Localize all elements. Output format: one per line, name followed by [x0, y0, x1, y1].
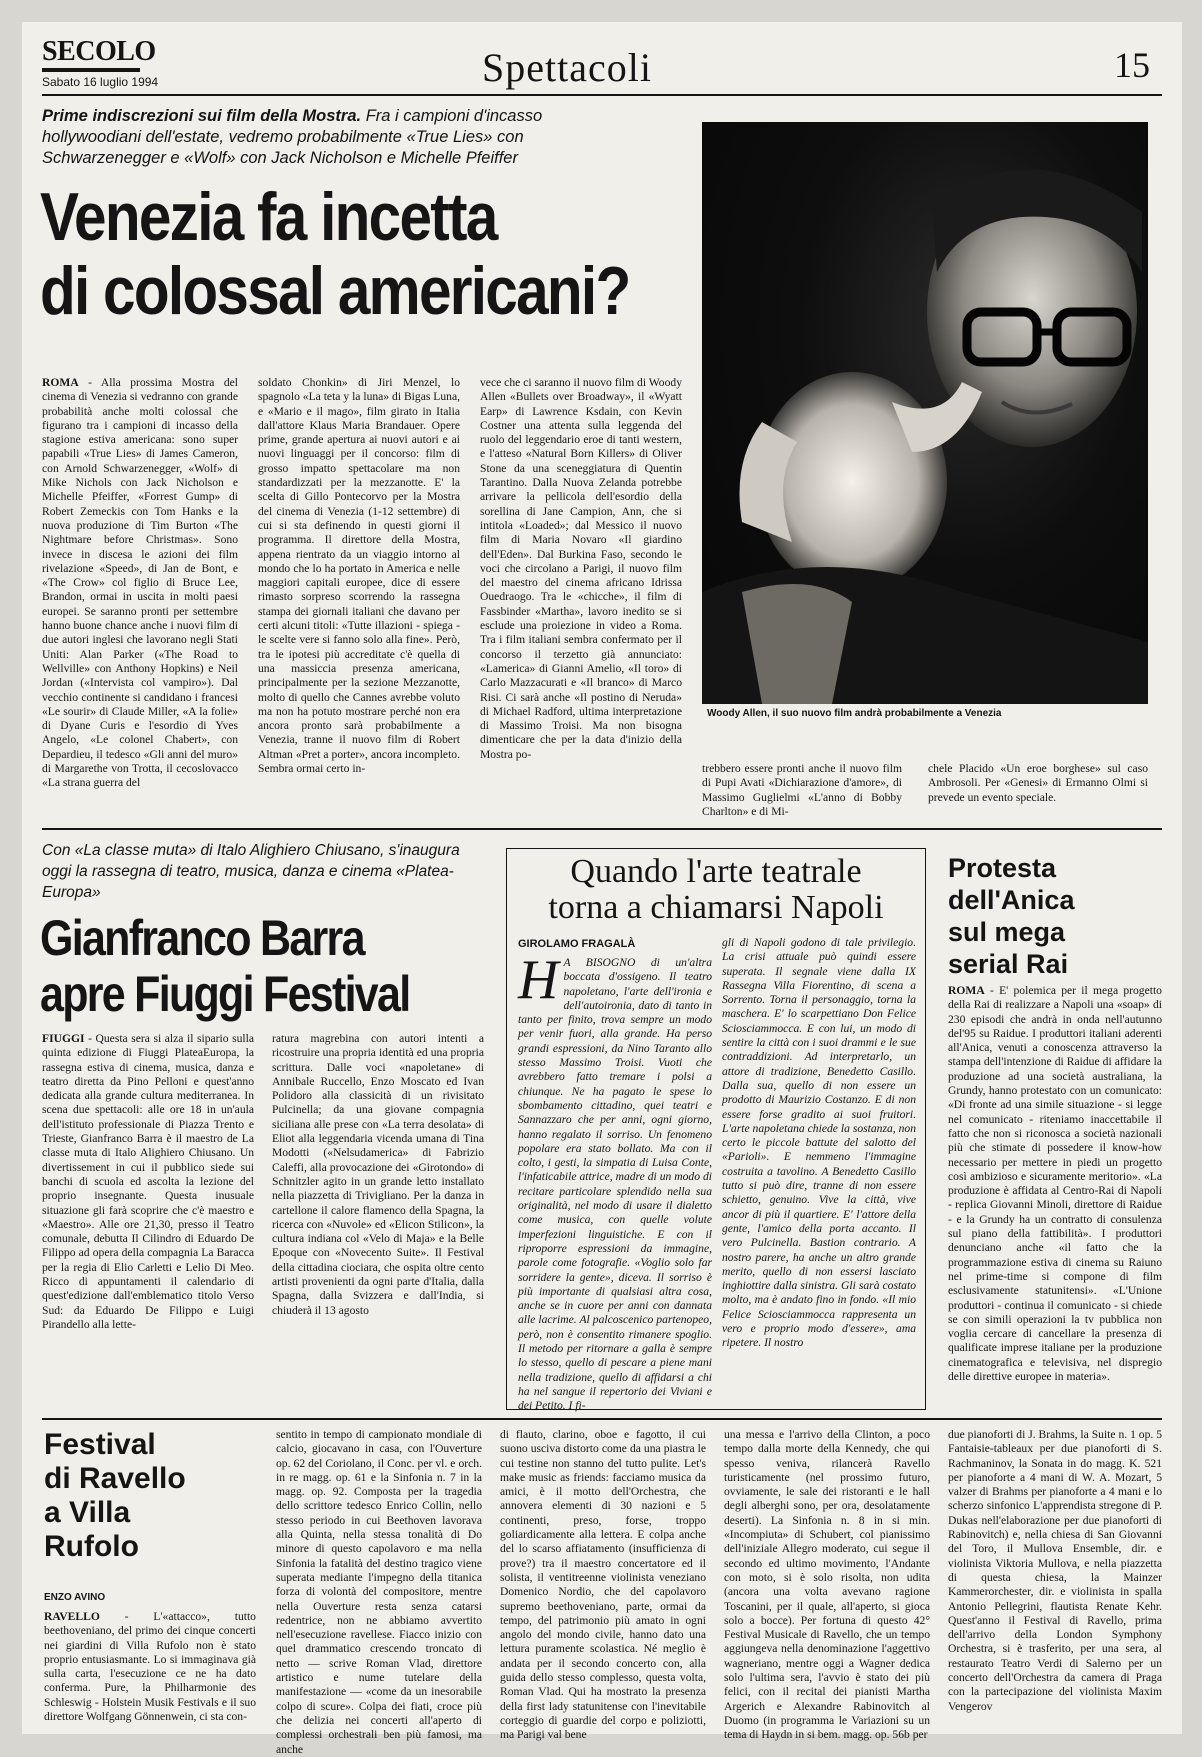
ravello-column-4 [724, 1428, 930, 1742]
ravello-headline-line-1: Festival [44, 1428, 156, 1461]
napoli-headline-line-1: Quando l'arte teatrale [570, 853, 862, 890]
anica-headline-line-3: sul mega [948, 917, 1066, 947]
fiuggi-headline [40, 910, 409, 1022]
napoli-col2-text: gli di Napoli godono di tale privilegio. La crisi attuale può quindi essere superata. Il segnale viene dalla IX Rassegna Villa Fiorentino, di scena a Sorrento. Torna il personaggio, torna la maschera. E' lo scarpettiano Don Felice Sciosciammocca. E con lui, un modo di sentire la città con i suoi drammi e le sue contraddizioni. Ad interpretarlo, un attore di tradizione, Benedetto Casillo. Dalla sua, quello di non essere un prodotto di Maurizio Costanzo. E di non essere forse gradito ai suoi fruitori. L'arte napoletana chiede la sostanza, non certo le piccole battute del salotto del «Parioli». E nemmeno l'immagine costruita a tavolino. A Benedetto Casillo tutto si può dire, tranne di non essere schietto, genuino. Vive la città, vive ancor di più il quartiere. E' l'attore della gente, l'amico della porta accanto. Il vero Pulcinella. Bastion contrario. A nostro parere, ha anche un altro grande merito, quello di non essersi lasciato inghiottire dalla sinistra. Gli sarà costato molto, ma è andato fino in fondo. «Il mio Felice Sciosciammocca rappresenta un vero e proprio modo d'essere», ama ripetere. Il nostro [722, 936, 916, 1350]
ravello-col3-text: di flauto, clarino, oboe e fagotto, il cui suono usciva distorto come da una piastra le cui testine non stanno del tutto pulite. Let's make music as friends: facciamo musica da amici, è il motto dell'Orchestra, che annovera elementi di 30 nazioni e 5 continenti, preso, forse, troppo goliardicamente alla lettera. E colpa anche del lo scarso affiatamento (insufficienza di prove?) tra il maestro concertatore ed il solista, il ventitreenne violinista veneziano Domenico Nordio, che del capolavoro supremo beethoveniano, parte, ormai da tempo, del patrimonio più amato in ogni angolo del mondo civile, hanno dato una lettura puramente scolastica. Né meglio è andata per il secondo concerto con, alla guida dello stesso complesso, questa volta, Roman Vlad. Qui ha mostrato la presenza della first lady statunitense con l'inevitabile corteggio di guardie del corpo e poliziotti, ma Parigi val bene [500, 1428, 706, 1742]
page-number: 15 [1114, 45, 1150, 85]
ravello-headline-line-3: a Villa [44, 1496, 131, 1529]
ravello-column-5 [948, 1428, 1162, 1728]
napoli-headline [516, 854, 916, 926]
kicker-bold: Prime indiscrezioni sui film della Mostra. [42, 107, 362, 125]
fiuggi-dateline: FIUGGI [42, 1032, 85, 1045]
fiuggi-col2-text: ratura magrebina con autori intenti a ricostruire una propria identità ed una propria scrittura. Dalle voci «napoletane» di Annibale Ruccello, Enzo Moscato ed Ivan Polidoro alla classicità di un rivisitato Pulcinella; da una giovane compagnia siciliana alle prese con «La terra desolata» di Eliot alla leggendaria vicenda umana di Tina Modotti («Nelsudamerica» di Fabrizio Caleffi, alla provocazione dei «Girotondo» di Schnitzler agito in un grande letto installato nella piazzetta di Trivigliano. Per la danza in cartellone il calore flamenco della Spagna, la ricerca con «Nuvole» ed «Elicon Stilicon», la cultura indiana col «Velo di Maja» e la Belle Epoque con «Novecento Suite». Il Festival della cittadina ciociara, che ospita oltre cento artisti provenienti da ogni parte d'Italia, dalla Spagna, dalla Svizzera e dall'India, si chiuderà il 13 agosto [272, 1032, 484, 1317]
photo-caption: Woody Allen, il suo nuovo film andrà probabilmente a Venezia [707, 708, 1002, 719]
napoli-headline-line-2: torna a chiamarsi Napoli [548, 889, 884, 926]
headline-line-1: Venezia fa incetta [40, 179, 497, 255]
ravello-headline-line-2: di Ravello [44, 1462, 186, 1495]
headline-line-2: di colossal americani? [40, 253, 630, 329]
fiuggi-column-2 [272, 1032, 484, 1424]
ravello-column-3 [500, 1428, 706, 1742]
ravello-byline: ENZO AVINO [44, 1592, 106, 1603]
woody-allen-photo [702, 122, 1148, 704]
ravello-dateline: RAVELLO [44, 1610, 100, 1623]
anica-headline-line-2: dell'Anica [948, 885, 1075, 915]
photo-illustration [702, 122, 1148, 704]
top-story-column-3 [480, 376, 682, 818]
napoli-column-1 [518, 949, 712, 1413]
issue-date: Sabato 16 luglio 1994 [42, 75, 159, 89]
bottom-rule [42, 1418, 1162, 1420]
anica-dateline: ROMA [948, 984, 985, 997]
fiuggi-headline-line-1: Gianfranco Barra [40, 910, 364, 966]
ravello-column-2 [276, 1428, 482, 1756]
ravello-col5-text: due pianoforti di J. Brahms, la Suite n. 1 op. 5 Fantaisie-tableaux per due pianoforti di S. Rachmaninov, la Sonata in do magg. K. 521 per pianoforte a 4 mani di W. A. Mozart, 5 valzer di Brahms per pianoforte a 4 mani e lo scherzo sinfonico L'apprendista stregone di P. Dukas nell'elaborazione per due pianoforti di Rabinovitch) e, nella chiesa di San Giovanni del Toro, il Mullova Ensemble, dir. e violinista Viktoria Mullova, e nella piazzetta di questa chiesa, la Mainzer Kammerorchester, dir. e violinista in spalla Antonio Pellegrini, flautista Renate Kehr. Quest'anno il Festival di Ravello, prima dell'arrivo della London Symphony Orchestra, si è trasferito, per una sera, al restaurato Teatro Verdi di Salerno per un concerto dell'Orchestra da camera di Praga con la partecipazione del violinista Maxim Vengerov [948, 1428, 1162, 1713]
newspaper-logo: SECOLO [42, 36, 156, 67]
ravello-column-1: RAVELLO - L'«attacco», tutto beethoveniano, del primo dei cinque concerti nei giardini di Villa Rufolo non è stato proprio entusiasmante. Lo si immaginava già sulla carta, l'esecuzione ce ne ha dato conferma. Pure, la Philharmonie des Schleswig - Holstein Musik Festivals e il suo direttore Wolfgang Gönnenwein, ci sta con- [44, 1610, 256, 1724]
ravello-col1-text: L'«attacco», tutto beethoveniano, del primo dei cinque concerti nei giardini di Villa Rufolo non è stato proprio entusiasmante. Lo si immaginava già sulla carta, l'esecuzione ce ne ha dato conferma. Pure, la Philharmonie des Schleswig - Holstein Musik Festivals e il suo direttore Wolfgang Gönnenwein, ci sta con- [44, 1610, 256, 1724]
anica-column: ROMA - E' polemica per il mega progetto della Rai di realizzare a Napoli una «soap» di 230 episodi che andrà in onda nell'autunno del'95 su Raidue. I produttori italiani aderenti all'Anica, venuti a conoscenza attraverso la stampa dell'intenzione di Raidue di affidare la produzione ad una società australiana, la Grundy, hanno protestato con un comunicato: «Di fronte ad una simile situazione - si legge nel comunicato - riteniamo inaccettabile il fatto che non si riconosca a società nazionali più che stimate di possedere il know-how necessario per mettere in piedi un progetto così ambizioso e sicuramente meritorio». «La produzione è affidata al Centro-Rai di Napoli - replica Giovanni Minoli, direttore di Raidue - e la Grundy ha un contratto di consulenza sul piano della fattibilità». I produttori denunciano anche «il fatto che la programmazione estiva di cinema su Raiuno nel prime-time si compone di film esclusivamente statunitensi». «L'Unione produttori - continua il comunicato - si chiede se con simili operazioni la tv pubblica non voglia cercare di cancellare la presenza di qualificate imprese italiane per la produzione cinematografica e televisiva, nel dispregio delle direttive europee in materia». [948, 984, 1162, 1384]
section-title: Spettacoli [482, 45, 652, 90]
mid-rule [42, 828, 1162, 830]
kicker-rest: Fra i campioni d'incasso hollywoodiani dell'estate, vedremo probabilmente «True Lies» con Schwarzenegger e «Wolf» con Jack Nicholson e Michelle Pfeiffer [42, 107, 543, 167]
anica-headline-line-4: serial Rai [948, 949, 1069, 979]
top-story-column-1: ROMA - Alla prossima Mostra del cinema di Venezia si vedranno con grande probabilità anche molti colossal che figurano tra i campioni di incasso della stagione estiva americana: sono super papabili «True Lies» di James Cameron, con Arnold Schwarzenegger, «Wolf» di Mike Nichols con Jack Nicholson e Michelle Pfeiffer, «Forrest Gump» di Robert Zemeckis con Tom Hanks e la nuova produzione di Tim Burton «The Nightmare before Christmas». Sono invece in discesa le azioni dei film rivelazione «Speed», di Jan de Bont, e «The Crow» col figlio di Bruce Lee, Brandon, ormai in uscita in molti paesi europei. Se saranno pronti per settembre hanno buone chance anche i nuovi film di due autori inglesi che lavorano negli Stati Uniti: Alan Parker («The Road to Wellville» con Anthony Hopkins) e Neil Jordan («Intervista col vampiro»). Dal vecchio continente si candidano i francesi «Le sourir» di Claude Miller, «A la folie» di Dyane Curis e l'esordio di Yves Angelo, «Le colonel Chabert», con Depardieu, il tedesco «Gli anni del muro» di Margarethe von Trotta, il cecoslovacco «La strana guerra del [42, 376, 238, 790]
top-story-dateline: ROMA [42, 376, 79, 389]
ravello-headline-line-4: Rufolo [44, 1530, 139, 1563]
top-story-kicker [42, 106, 602, 169]
napoli-column-2 [722, 936, 916, 1402]
top-story-column-4 [702, 762, 902, 822]
newspaper-page [22, 22, 1182, 1756]
anica-col1-text: E' polemica per il mega progetto della Rai di realizzare a Napoli una «soap» di 230 episodi che andrà in onda nell'autunno del'95 su Raidue. I produttori italiani aderenti all'Anica, venuti a conoscenza attraverso la stampa dell'intenzione di Raidue di affidare la produzione ad una società australiana, la Grundy, hanno protestato con un comunicato: «Di fronte ad una simile situazione - si legge nel comunicato - riteniamo inaccettabile il fatto che non si riconosca a società nazionali più che stimate di possedere il know-how necessario per mettere in piedi un progetto così ambizioso e sicuramente meritorio». «La produzione è affidata al Centro-Rai di Napoli - replica Giovanni Minoli, direttore di Raidue - e la Grundy ha un contratto di consulenza sul piano della fattibilità». I produttori denunciano anche «il fatto che la programmazione estiva di cinema su Raiuno nel prime-time si compone di film esclusivamente statunitensi». «L'Unione produttori - continua il comunicato - si chiede se con simili operazioni la tv pubblica non voglia cercare di cancellare la presenza di qualificate imprese italiane per la produzione cinematografica e televisiva, nel dispregio delle direttive europee in materia». [948, 984, 1162, 1384]
ravello-col2-text: sentito in tempo di campionato mondiale di calcio, giocavano in casa, con l'Ouverture op. 62 del Coriolano, il Conc. per vl. e orch. in re magg. op. 61 e la Sinfonia n. 7 in la magg. op. 92. Composta per la tragedia dello scrittore tedesco Enrico Collin, nello stesso periodo in cui Beethoven lavorava alla Quinta, nella stessa tonalità di Do minore di questo capolavoro e ma nella Sinfonia la fatalità del destino tragico viene superata mediante l'impegno della titanica forza di volontà del compositore, mentre nella Ouverture resta senza catarsi redentrice, non ne abbiamo avvertito nell'esecuzione ravellese. Fiacco inizio con quel drammatico crescendo troncato di netto — scrive Roman Vlad, direttore artistico e nume tutelare della manifestazione — «come da un inesorabile colpo di scure». Colpa dei fiati, croce più che delizia nei concerti all'aperto di complessi orchestrali ben più famosi, ma anche [276, 1428, 482, 1756]
fiuggi-kicker: Con «La classe muta» di Italo Alighiero Chiusano, s'inaugura oggi la rassegna di teatro, musica, danza e cinema «Platea-Europa» [42, 842, 460, 901]
fiuggi-col1-text: Questa sera si alza il sipario sulla quinta edizione di Fiuggi PlateaEuropa, la rassegna estiva di cinema, musica, danza e teatro diretta da Pino Pelloni e quest'anno dedicata alla grande cultura mediterranea. In scena due spettacoli: alle ore 18 in un'aula dell'istituto professionale di Piazza Trento e Trieste, Gianfranco Barra è il maestro de La classe muta di Italo Alighiero Chiusano. Un divertissement in cui il pubblico siede sui banchi di scuola ed ascolta la lezione del proprio insegnante. Questa inusuale situazione gli farà scoprire che c'è maestro e «Maestro». Alle ore 21,30, presso il Teatro comunale, debutta Il Cilindro di Eduardo De Filippo ad opera della compagnia La Baracca per la regia di Elio Carletti e Lelio Di Meo. Ricco di appuntamenti il calendario di quest'edizione dall'emblematico titolo Verso Sud: da Eduardo De Filippo e Luigi Pirandello alla lette- [42, 1032, 254, 1331]
top-story-col5-text: chele Placido «Un eroe borghese» sul caso Ambrosoli. Per «Genesi» di Ermanno Olmi si prevede un evento speciale. [928, 762, 1148, 804]
top-story-column-5 [928, 762, 1148, 822]
fiuggi-headline-line-2: apre Fiuggi Festival [40, 966, 410, 1022]
top-story-col3-text: vece che ci saranno il nuovo film di Woody Allen «Bullets over Broadway», il «Wyatt Earp» di Lawrence Ksdain, con Kevin Costner una attenta sulla leggenda del ruolo del leggendario eroe di tanti western, e l'atteso «Natural Born Killers» di Oliver Stone da una sceneggiatura di Quentin Tarantino. Dalla Nuova Zelanda potrebbe arrivare la pellicola dell'esordio della sorellina di Jane Campion, Ann, che si intitola «Loaded»; dal Messico il nuovo film di Maria Novaro «Il giardino dell'Eden». Dal Burkina Faso, secondo le voci che circolano a Parigi, il nuovo film del maestro del cinema africano Idrissa Ouedraogo. Tra le «chicche», il film di Fassbinder «Martha», lavoro inedito se si esclude una proiezione in video a Roma. Tra i film italiani sembra confermato per il concorso il terzetto già annunciato: «Lamerica» di Gianni Amelio, «Il toro» di Carlo Mazzacurati e «Il branco» di Marco Risi. Ci sarà anche «Il postino di Neruda» di Michael Radford, ultima interpretazione di Massimo Troisi. Ma non bisogna dimenticare che per la data d'inizio della Mostra po- [480, 376, 682, 761]
top-story-headline [40, 180, 629, 328]
logo-underline [42, 68, 140, 72]
anica-headline [948, 852, 1074, 980]
top-story-col1-text: Alla prossima Mostra del cinema di Venezia si vedranno con grande probabilità anche molti colossal che figurano tra i campioni di incasso della stagione estiva americana: sono super papabili «True Lies» di James Cameron, con Arnold Schwarzenegger, «Wolf» di Mike Nichols con Jack Nicholson e Michelle Pfeiffer, «Forrest Gump» di Robert Zemeckis con Tom Hanks e la nuova produzione di Tim Burton «The Nightmare before Christmas». Sono invece in discesa le azioni dei film rivelazione «Speed», di Jan de Bont, e «The Crow» col figlio di Bruce Lee, Brandon, ormai in uscita in molti paesi europei. Se saranno pronti per settembre hanno buone chance anche i nuovi film di due autori inglesi che lavorano negli Stati Uniti: Alan Parker («The Road to Wellville» con Anthony Hopkins) e Neil Jordan («Intervista col vampiro»). Dal vecchio continente si candidano i francesi «Le sourir» di Claude Miller, «A la folie» di Dyane Curis e l'esordio di Yves Angelo, «Le colonel Chabert», con Depardieu, il tedesco «Gli anni del muro» di Margarethe von Trotta, il cecoslovacco «La strana guerra del [42, 376, 238, 790]
fiuggi-column-1: FIUGGI - Questa sera si alza il sipario sulla quinta edizione di Fiuggi PlateaEuropa, la rassegna estiva di cinema, musica, danza e teatro diretta da Pino Pelloni e quest'anno dedicata alla grande cultura mediterranea. In scena due spettacoli: alle ore 18 in un'aula dell'istituto professionale di Piazza Trento e Trieste, Gianfranco Barra è il maestro de La classe muta di Italo Alighiero Chiusano. Un divertissement in cui il pubblico siede sui banchi di scuola ed ascolta la lezione del proprio insegnante. Questa inusuale situazione gli farà scoprire che c'è maestro e «Maestro». Alle ore 21,30, presso il Teatro comunale, debutta Il Cilindro di Eduardo De Filippo ad opera della compagnia La Baracca per la regia di Elio Carletti e Lelio Di Meo. Ricco di appuntamenti il calendario di quest'edizione dall'emblematico titolo Verso Sud: da Eduardo De Filippo e Luigi Pirandello alla lette- [42, 1032, 254, 1331]
top-story-column-2 [258, 376, 460, 818]
napoli-byline: GIROLAMO FRAGALÀ [518, 938, 636, 950]
ravello-headline [44, 1428, 186, 1564]
napoli-col1-text: A BISOGNO di un'altra boccata d'ossigeno. Il teatro napoletano, l'arte dell'ironia e dell'autoironia, dato di tanto in tanto per finito, trova sempre un modo per venir fuori, alla grande. Ha perso grandi espressioni, da Nino Taranto allo stesso Massimo Troisi. Vuoti che avrebbero fatto tremare i polsi a chiunque. Ne ha pagato le spese lo sbombamento cittadino, quei teatri e Sannazzaro che per anni, ogni giorno, hanno regalato il sorriso. Un fenomeno popolare era stato bollato. Ma con il colto, i gesti, la simpatia di Luisa Conte, l'infaticabile attrice, madre di un modo di recitare particolare splendido nella sua originalità, nel modo di usare il dialetto come musica, con quelle volute imperfezioni linguistiche. E con il riproporre espressioni da immagine, parole come fotografie. «Voglio solo far sorridere la gente», diceva. Il sorriso è più importante di qualsiasi altra cosa, anche se in cuore per anni con dannata alle lacrime. Al palcoscenico partenopeo, però, non è consentito rimanere spoglio. Il metodo per ritornare a galla è sempre lo stesso, quello di pescare a piene mani nella tradizione, quello di affidarsi a chi ha nel sangue il repertorio dei Viviani e dei Petito. I fi- [518, 956, 712, 1413]
napoli-dropcap: H [518, 949, 559, 1011]
masthead-rule [42, 94, 1162, 96]
top-story-col4-text: trebbero essere pronti anche il nuovo film di Pupi Avati «Dichiarazione d'amore», di Massimo Guglielmi «L'anno di Bobby Charlton» e di Mi- [702, 762, 902, 818]
anica-headline-line-1: Protesta [948, 853, 1057, 883]
ravello-col4-text: una messa e l'arrivo della Clinton, a poco tempo dalla morte della Kennedy, che qui spesso veniva, rilancerà Ravello turisticamente (nel prossimo futuro, ovviamente, le sale dei ristoranti e le hall degli alberghi sono, per ora, desolatamente deserti). La Sinfonia n. 8 in si min. «Incompiuta» di Schubert, col pianissimo dell'iniziale Allegro moderato, cui segue il secondo ed ultimo movimento, l'Andante con moto, si è solo risolta, non udita (ancora una volta avevano ragione Toscanini, per il quale, all'aperto, si gioca solo a bocce). Per fortuna di questo 42° Festival Musicale di Ravello, che un tempo aggiungeva nella denominazione l'aggettivo wagneriano, mentre oggi a Wagner dedica solo l'ultima sera, l'avvio è stato dei più felici, con il recital dei pianisti Martha Argerich e Alexandre Rabinovitch al Duomo (in programma le Variazioni su un tema di Haydn in si bem. magg. op. 56b per [724, 1428, 930, 1742]
top-story-col2-text: soldato Chonkin» di Jiri Menzel, lo spagnolo «La teta y la luna» di Bigas Luna, e «Mario e il mago», film girato in Italia dall'attore Klaus Maria Brandauer. Opere prime, grande apertura ai nuovi autori e ai nuovi linguaggi per il concorso: film di grosso impatto spettacolare ma non standardizzati per la mezzanotte. E' la scelta di Gillo Pontecorvo per la Mostra del cinema di Venezia (1-12 settembre) di cui si sta definendo in questi giorni il programma. Il direttore della Mostra, appena rientrato da un viaggio intorno al mondo che lo ha portato in America e nelle maggiori capitali europee, dice di essere rimasto sorpreso scorrendo la rassegna stampa dei giornali italiani che davano per certi alcuni titoli: «Tutte illazioni - spiega - le scelte vere si fanno solo alla fine». Però, tra le ipotesi più accreditate c'è quella di una massiccia presenza americana, principalmente per la sezione Mezzanotte, molto di quello che Cannes avrebbe voluto ma non ha potuto mostrare perché non era ancora pronto sarà probabilmente a Venezia, tranne il nuovo film di Robert Altman «Pret a porter», ancora incompleto. Sembra ormai certo in- [258, 376, 460, 776]
